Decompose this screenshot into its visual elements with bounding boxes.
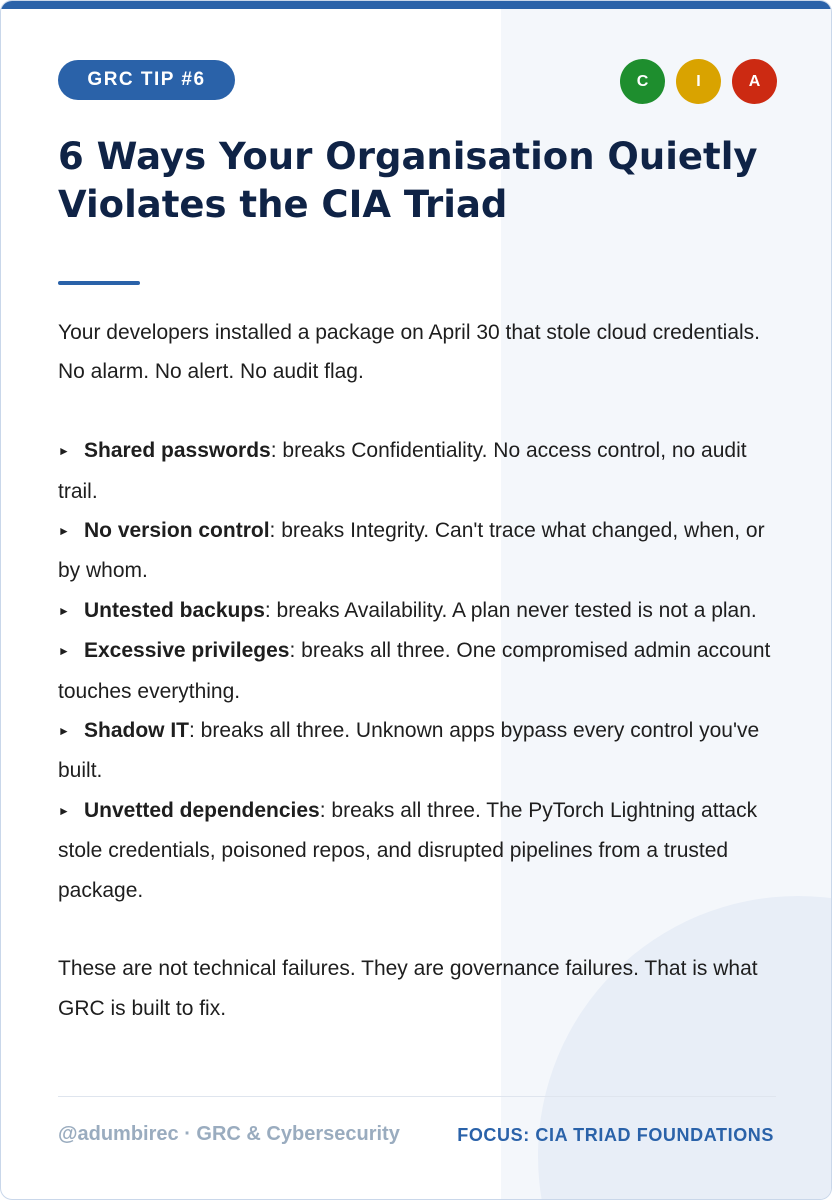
list-item (58, 511, 778, 591)
intro-paragraph: Your developers installed a package on April 30 that stole cloud credentials. No alarm. No alert. No audit flag. (58, 321, 761, 384)
list-item (58, 431, 778, 511)
item-text: : breaks Integrity. Can't trace what changed, when, or by whom. (58, 519, 765, 583)
item-term: Unvetted dependencies (84, 798, 320, 822)
triangle-right-icon: ► (58, 444, 70, 459)
integrity-dot: I (676, 59, 721, 104)
author-handle: @adumbirec · GRC & Cybersecurity (58, 1123, 400, 1145)
item-term: Untested backups (84, 598, 265, 622)
list-item (58, 711, 778, 791)
violations-list (58, 431, 778, 910)
list-item (58, 791, 778, 910)
focus-label: FOCUS: CIA TRIAD FOUNDATIONS (457, 1125, 774, 1145)
list-item (58, 591, 778, 631)
item-text: : breaks all three. Unknown apps bypass every control you've built. (58, 719, 760, 783)
triangle-right-icon: ► (58, 644, 70, 659)
item-term: Shadow IT (84, 719, 189, 743)
item-text: : breaks Availability. A plan never tested is not a plan. (264, 598, 757, 622)
triangle-right-icon: ► (58, 803, 70, 818)
confidentiality-dot: C (620, 59, 665, 104)
cia-indicators (620, 59, 777, 104)
item-term: Shared passwords (84, 439, 271, 463)
item-text: : breaks Confidentiality. No access control, no audit trail. (58, 439, 747, 503)
title-underline (58, 281, 140, 285)
post-body (58, 313, 778, 1028)
item-term: Excessive privileges (84, 639, 290, 663)
triangle-right-icon: ► (58, 724, 70, 739)
page-title: 6 Ways Your Organisation Quietly Violates the CIA Triad (58, 135, 758, 226)
closing-paragraph: These are not technical failures. They are governance failures. That is what GRC is built to fix. (58, 957, 758, 1020)
footer-divider (58, 1096, 776, 1097)
list-item (58, 631, 778, 711)
availability-dot: A (732, 59, 777, 104)
item-text: : breaks all three. One compromised admin account touches everything. (58, 639, 771, 703)
triangle-right-icon: ► (58, 524, 70, 539)
item-text: : breaks all three. The PyTorch Lightning attack stole credentials, poisoned repos, and disrupted pipelines from a trusted package. (58, 798, 758, 902)
top-accent-bar (1, 1, 831, 9)
triangle-right-icon: ► (58, 603, 70, 618)
item-term: No version control (84, 519, 270, 543)
tip-badge: GRC TIP #6 (58, 60, 235, 100)
